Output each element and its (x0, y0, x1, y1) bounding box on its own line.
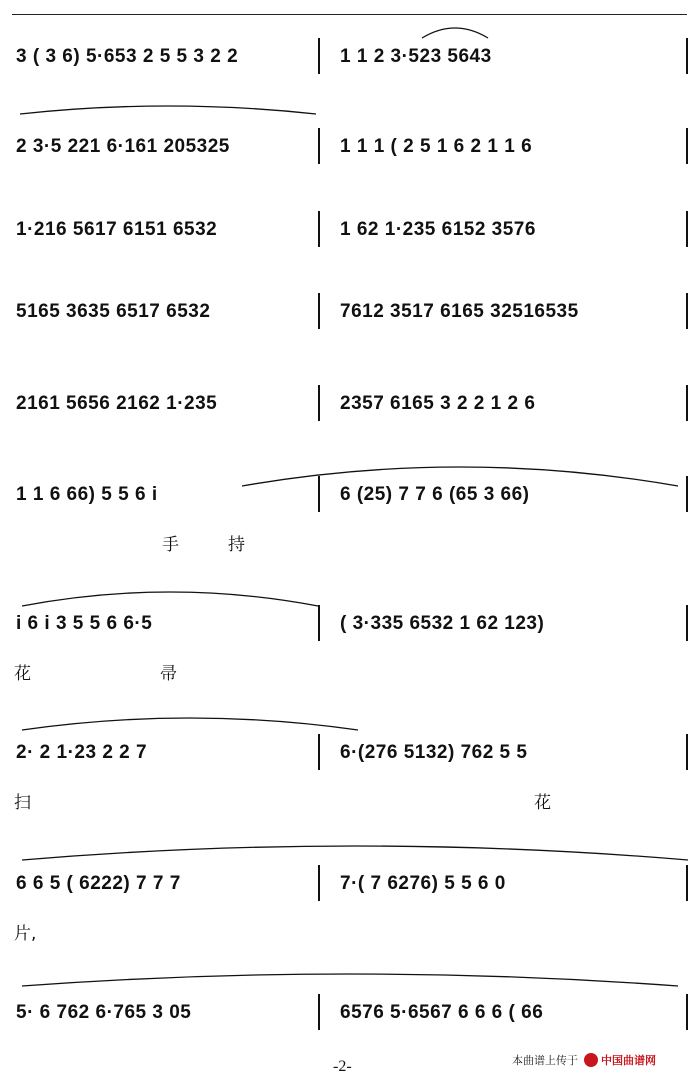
score-line (0, 44, 700, 84)
lyric-char: 手 (162, 535, 179, 555)
measure-group-right: 7612 3517 6165 32516535 (340, 301, 579, 322)
bar-line-end (686, 605, 688, 641)
measure-group-right: 7·( 7 6276) 5 5 6 0 (340, 873, 506, 894)
bar-line (318, 211, 320, 247)
bar-line-end (686, 128, 688, 164)
bar-line (318, 994, 320, 1030)
measure-group-left: 2 3·5 221 6·161 205325 (16, 136, 230, 157)
slur-mark (18, 98, 318, 116)
bar-line-end (686, 476, 688, 512)
lyric-char: 持 (228, 535, 245, 555)
bar-line (318, 865, 320, 901)
score-top-rule (12, 14, 687, 15)
measure-group-left: 3 ( 3 6) 5·653 2 5 5 3 2 2 (16, 46, 239, 67)
bar-line-end (686, 865, 688, 901)
slur-mark (20, 706, 360, 732)
measure-group-right: 1 62 1·235 6152 3576 (340, 219, 536, 240)
upload-note: 本曲谱上传于 (512, 1054, 578, 1067)
lyric-char: 花 (534, 793, 551, 813)
measure-group-right: 6 (25) 7 7 6 (65 3 66) (340, 484, 530, 505)
bar-line (318, 385, 320, 421)
site-logo-icon (584, 1053, 598, 1067)
measure-group-right: 1 1 1 ( 2 5 1 6 2 1 1 6 (340, 136, 533, 157)
measure-group-left: i 6 i 3 5 5 6 6·5 (16, 613, 153, 634)
measure-group-left: 1 1 6 66) 5 5 6 i (16, 484, 158, 505)
bar-line-end (686, 385, 688, 421)
bar-line (318, 734, 320, 770)
score-line (0, 134, 700, 174)
bar-line (318, 38, 320, 74)
measure-group-left: 1·216 5617 6151 6532 (16, 219, 218, 240)
measure-group-right: ( 3·335 6532 1 62 123) (340, 613, 545, 634)
score-line (0, 611, 700, 651)
lyric-char: 扫 (14, 793, 31, 813)
site-name: 中国曲谱网 (601, 1054, 656, 1067)
bar-line (318, 128, 320, 164)
measure-group-right: 2357 6165 3 2 2 1 2 6 (340, 393, 536, 414)
measure-group-right: 6·(276 5132) 762 5 5 (340, 742, 528, 763)
bar-line (318, 605, 320, 641)
measure-group-left: 2161 5656 2162 1·235 (16, 393, 218, 414)
slur-mark (240, 448, 680, 488)
score-line (0, 740, 700, 780)
measure-group-left: 5· 6 762 6·765 3 05 (16, 1002, 192, 1023)
measure-group-right: 6576 5·6567 6 6 6 ( 66 (340, 1002, 544, 1023)
slur-mark (20, 578, 320, 608)
slur-mark (420, 18, 490, 40)
score-line (0, 1000, 700, 1040)
slur-mark (20, 962, 680, 988)
score-line (0, 482, 700, 522)
score-line (0, 871, 700, 911)
bar-line (318, 293, 320, 329)
score-line (0, 217, 700, 257)
page-number: -2- (333, 1058, 352, 1075)
score-line (0, 299, 700, 339)
measure-group-left: 6 6 5 ( 6222) 7 7 7 (16, 873, 181, 894)
measure-group-left: 2· 2 1·23 2 2 7 (16, 742, 148, 763)
measure-group-left: 5165 3635 6517 6532 (16, 301, 211, 322)
bar-line-end (686, 734, 688, 770)
lyric-char: 花 (14, 664, 31, 684)
score-line (0, 391, 700, 431)
bar-line-end (686, 994, 688, 1030)
lyric-char: 帚 (160, 664, 177, 684)
lyric-char: 片, (14, 924, 37, 944)
upload-footer (512, 1052, 656, 1068)
bar-line-end (686, 211, 688, 247)
measure-group-right: 1 1 2 3·523 5643 (340, 46, 492, 67)
slur-mark (20, 832, 690, 862)
bar-line-end (686, 293, 688, 329)
bar-line-end (686, 38, 688, 74)
